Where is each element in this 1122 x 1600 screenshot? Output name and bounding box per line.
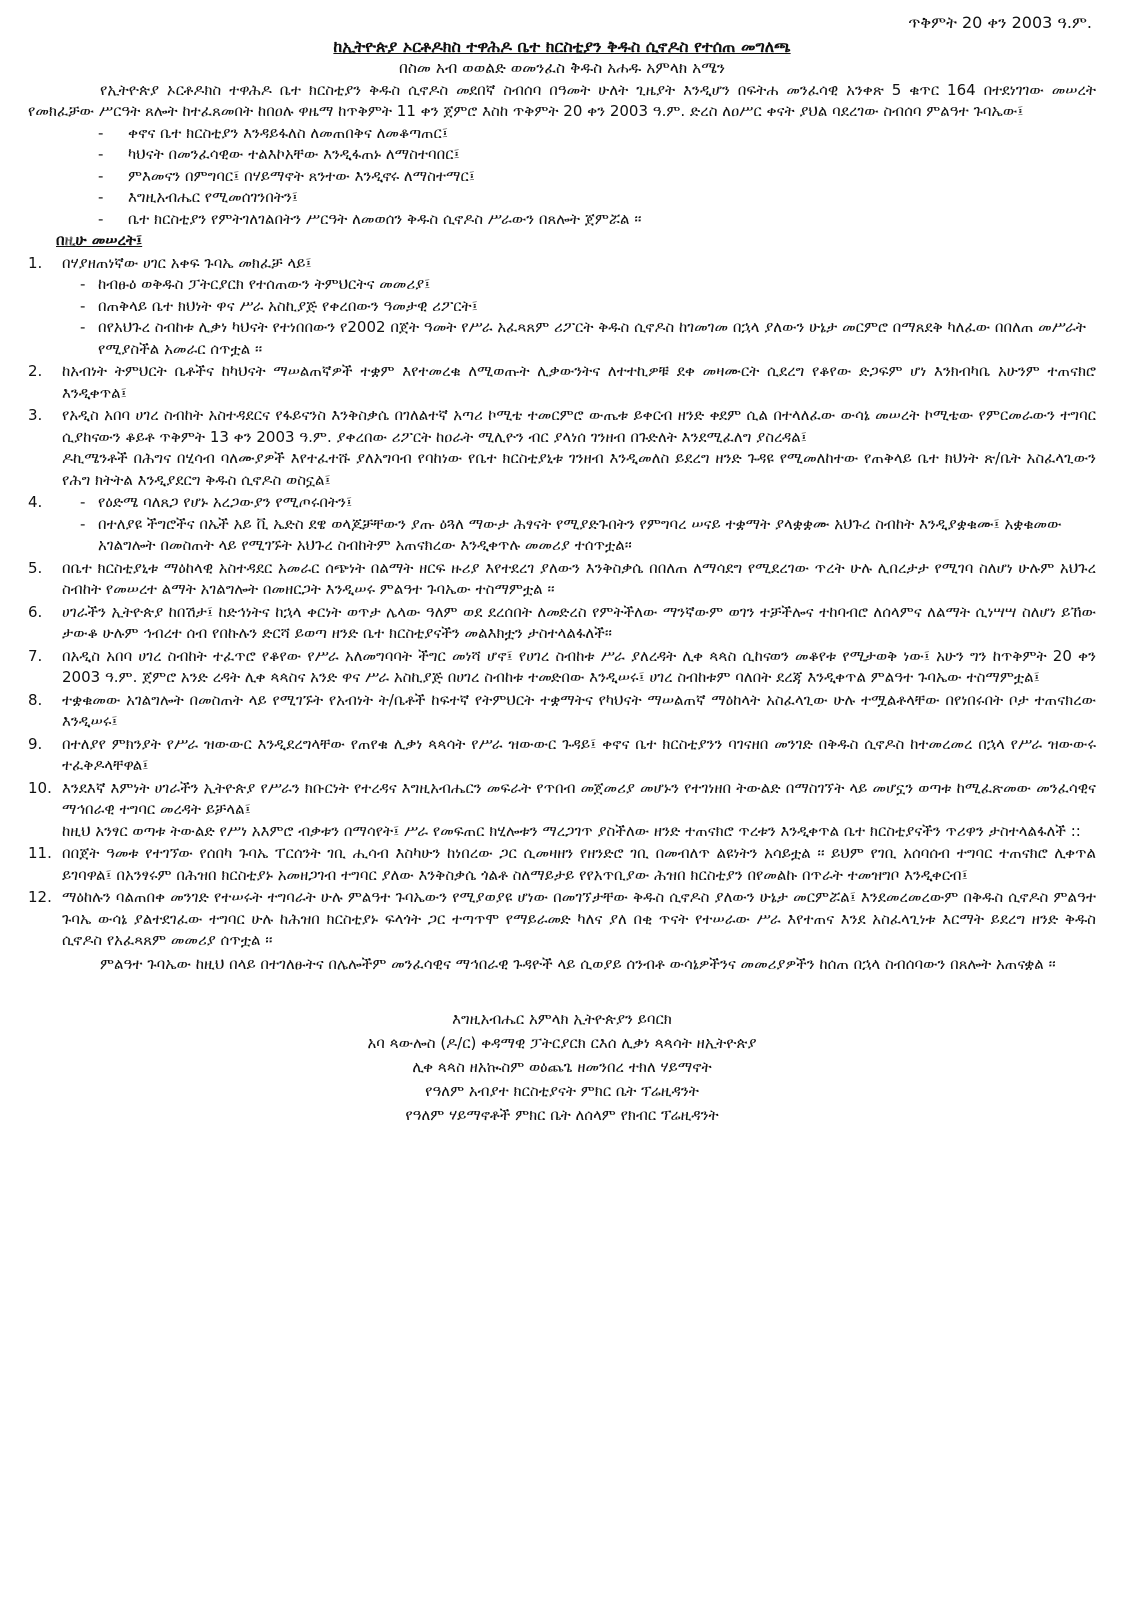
intro-bullet: - ቤተ ክርስቲያን የምትገለገልበትን ሥርዓት ለመወሰን ቅዱስ ሲኖዶስ ሥራውን በጸሎት ጀምሯል ፡፡ bbox=[98, 209, 1096, 231]
signature-line: የዓለም ሃይማኖቶች ምክር ቤት ለሰላም የክብር ፕሬዚዳንት bbox=[405, 1106, 719, 1124]
document-date: ጥቅምት 20 ቀን 2003 ዓ.ም. bbox=[908, 13, 1092, 32]
signature-line: እግዚአብሔር አምላክ ኢትዮጵያን ይባርክ bbox=[452, 1010, 672, 1028]
intro-paragraph: የኢትዮጵያ ኦርቶዶክስ ተዋሕዶ ቤተ ክርስቲያን ቅዱስ ሲኖዶስ መደበኛ ስብሰባ በዓመት ሁለት ጊዜያት እንዲሆን በፍትሐ መንፈሳዊ አንቀጽ 5 ቁጥር 164 በተደነገገው መሠረት የመክፈቻው ሥርዓት ጸሎት ከተፈጸመበት ከበዐሉ ዋዜማ ከጥቅምት 11 ቀን ጀምሮ እስከ ጥቅምት 20 ቀን 2003 ዓ.ም. ድረስ ለዐሥር ቀናት ያህል ባደረገው ስብሰባ ምልዓተ ጉባኤው፤ bbox=[28, 80, 1096, 120]
item-text: እንደእኛ እምነት ሀገራችን ኢትዮጵያ የሥራን ክቡርነት የተረዳና እግዚአብሔርን መፍራት የጥበብ መጀመሪያ መሆኑን የተገነዘበ ትውልድ በማስገኘት ላይ መሆኗን ወጣቱ ከሚፈጽመው መንፈሳዊና ማኅበራዊ ተግባር መረዳት ይቻላል፤ bbox=[62, 778, 1096, 818]
intro-bullet: - ምእመናን በምግባር፤ በሃይማኖት ጸንተው እንዲኖሩ ለማስተማር፤ bbox=[98, 166, 1096, 188]
section-subheading: በዚሁ መሠረት፤ bbox=[56, 231, 143, 249]
intro-bullet: - ቀኖና ቤተ ክርስቲያን እንዳይፋለስ ለመጠበቅና ለመቆጣጠር፤ bbox=[98, 123, 1096, 145]
item-sub-point: - በተለያዩ ችግሮችና በኤች አይ ቪ ኤድስ ደዌ ወላጆቻቸውን ያጡ ዕጓለ ማውታ ሕፃናት የሚያድጉበትን የምግባረ ሠናይ ተቋማት ያላቋቋሙ አህጉረ ስብከት እንዲያቋቁሙ፤ አቋቁመው አገልግሎት በመስጠት ላይ የሚገኙት አህጉረ ስብከትም አጠናክረው እንዲቀጥሉ መመሪያ ተሰጥቷል፡፡ bbox=[80, 514, 1096, 557]
item-sub-point: - በየአህጉረ ስብከቱ ሊቃነ ካህናት የተነበበውን የ2002 በጀት ዓመት የሥራ አፈጻጸም ሪፖርት ቅዱስ ሲኖዶስ ከገመገመ በኋላ ያለውን ሁኔታ መርምሮ በማጸደቅ ካለፈው በበለጠ መሥራት የሚያስችል አመራር ሰጥቷል ፡፡ bbox=[80, 317, 1096, 360]
item-text: ሀገራችን ኢትዮጵያ ከበሽታ፤ ከድኅነትና ከኋላ ቀርነት ወጥታ ሌላው ዓለም ወደ ደረሰበት ለመድረስ የምትችለው ማንኛውም ወገን ተቻችሎና ተከባብሮ ለሰላምና ለልማት ሲነሣሣ ስለሆነ ይኸው ታውቆ ሁሉም ኅብረተ ሰብ የበኩሉን ድርሻ ይወጣ ዘንድ ቤተ ክርስቲያናችን መልእክቷን ታስተላልፋለች፡፡ bbox=[62, 602, 1096, 642]
signature-block bbox=[28, 1007, 1096, 1127]
signature-line: የዓለም አብያተ ክርስቲያናት ምክር ቤት ፕሬዚዳንት bbox=[425, 1082, 699, 1100]
signature-line: ሊቀ ጳጳስ ዘአኲስም ወዕጨጌ ዘመንበረ ተክለ ሃይማኖት bbox=[412, 1058, 712, 1076]
item-number: 5. bbox=[28, 558, 43, 577]
item-number: 11. bbox=[28, 844, 52, 862]
resolution-list bbox=[28, 253, 1096, 952]
resolution-item bbox=[28, 558, 1096, 601]
resolution-item bbox=[28, 887, 1096, 952]
invocation: በስመ አብ ወወልድ ወመንፈስ ቅዱስ አሐዱ አምላክ አሜን bbox=[398, 59, 726, 77]
item-number: 7. bbox=[28, 646, 43, 665]
intro-bullet-list bbox=[28, 123, 1096, 231]
resolution-item bbox=[28, 492, 1096, 557]
resolution-item bbox=[28, 646, 1096, 689]
item-text: በበጀት ዓመቱ የተገኘው የሰበካ ጉባኤ ፐርሰንት ገቢ ሒሳብ እስካሁን ከነበረው ጋር ሲመዛዘን የዘንድሮ ገቢ በመብለጥ ልዩነትን አሳይቷል ፡፡ ይህም የገቢ አሰባሰብ ተግባር ተጠናክሮ ሊቀጥል ይገባዋል፤ በአንፃሩም በሕዝበ ክርስቲያኑ አመዘጋገብ ተግባር ያለው እንቅስቃሴ ጎልቶ ስለማይታይ የየአጥቢያው ሕዝበ ክርስቲያን በየመልኩ በጥራት ተመዝግቦ እንዲቀርብ፤ bbox=[62, 844, 1096, 884]
resolution-item bbox=[28, 253, 1096, 361]
resolution-item bbox=[28, 690, 1096, 733]
item-text: ተቋቁመው አገልግሎት በመስጠት ላይ የሚገኙት የአብነት ት/ቤቶች ከፍተኛ የትምህርት ተቋማትና የካህናት ማሠልጠኛ ማዕከላት አስፈላጊው ሁሉ ተሟልቶላቸው በየነበሩበት ቦታ ተጠናክረው እንዲሠሩ፤ bbox=[62, 690, 1096, 730]
signature-line: አባ ጳውሎስ (ዶ/ር) ቀዳማዊ ፓትርያርክ ርእሰ ሊቃነ ጳጳሳት ዘኢትዮጵያ bbox=[367, 1034, 757, 1052]
item-number: 2. bbox=[28, 362, 43, 380]
resolution-item bbox=[28, 843, 1096, 886]
item-sub-point: - በጠቅላይ ቤተ ክህነት ዋና ሥራ አስኪያጅ የቀረበውን ዓመታዊ ሪፖርት፤ bbox=[80, 296, 1096, 318]
item-text: በተለያየ ምክንያት የሥራ ዝውውር እንዲደረግላቸው የጠየቁ ሊቃነ ጳጳሳት የሥራ ዝውውር ጉዳይ፤ ቀኖና ቤተ ክርስቲያንን ባገናዘበ መንገድ በቅዱስ ሲኖዶስ ከተመረመረ በኋላ የሥራ ዝውውሩ ተፈቅዶላቸዋል፤ bbox=[62, 734, 1096, 774]
closing-paragraph: ምልዓተ ጉባኤው ከዚህ በላይ በተገለፁትና በሌሎችም መንፈሳዊና ማኅበራዊ ጉዳዮች ላይ ሲወያይ ሰንብቶ ውሳኔዎችንና መመሪያዎችን ከሰጠ በኋላ ስብሰባውን በጸሎት አጠናቋል ፡፡ bbox=[100, 954, 1056, 973]
item-number: 10. bbox=[28, 778, 52, 797]
item-number: 1. bbox=[28, 253, 43, 272]
item-number: 6. bbox=[28, 602, 43, 621]
item-extra-paragraph: ከዚህ አንፃር ወጣቱ ትውልድ የሥነ አእምሮ ብቃቱን በማሳየት፤ ሥራ የመፍጠር ክሂሎቱን ማረጋገጥ ያስችለው ዘንድ ተጠናክሮ ጥረቱን እንዲቀጥል ቤተ ክርስቲያናችን ጥሪዋን ታስተላልፋለች :: bbox=[62, 821, 1081, 840]
item-text: ከአብነት ትምህርት ቤቶችና ከካህናት ማሠልጠኛዎች ተቋም እየተመረቁ ለሚወጡት ሊቃውንትና ለተተኪዎቹ ደቀ መዛሙርት ሲደረግ የቆየው ድጋፍም ሆነ እንክብካቤ አሁንም ተጠናክሮ እንዲቀጥል፤ bbox=[62, 362, 1096, 402]
resolution-item bbox=[28, 361, 1096, 404]
item-number: 12. bbox=[28, 888, 52, 906]
item-text: በአዲስ አበባ ሀገረ ስብከት ተፈጥሮ የቆየው የሥራ አለመግባባት ችግር መነሻ ሆኖ፤ የሀገረ ስብከቱ ሥራ ያለረዳት ሊቀ ጳጳስ ሲከናወን መቆየቱ የሚታወቅ ነው፤ አሁን ግን ከጥቅምት 20 ቀን 2003 ዓ.ም. ጀምሮ አንድ ረዳት ሊቀ ጳጳስና አንድ ዋና ሥራ አስኪያጅ በሀገረ ስብከቱ ተመድበው እንዲሠሩ፤ ሀገረ ስብከቱም ባለበት ደረጃ እንዲቀጥል ምልዓተ ጉባኤው ተስማምቷል፤ bbox=[62, 646, 1096, 686]
item-number: 3. bbox=[28, 406, 43, 424]
document-title: ከኢትዮጵያ ኦርቶዶክስ ተዋሕዶ ቤተ ክርስቲያን ቅዱስ ሲኖዶስ የተሰጠ መግለጫ bbox=[333, 36, 791, 56]
item-number: 9. bbox=[28, 734, 43, 753]
resolution-item bbox=[28, 778, 1096, 843]
item-extra-paragraph: ዶኪሜንቶች በሕግና በሂሳብ ባለሙያዎች እየተፈተሹ ያለአግባብ የባከነው የቤተ ክርስቲያኒቱ ገንዘብ እንዲመለስ ይደረግ ዘንድ ጉዳዩ የሚመለከተው የጠቅላይ ቤተ ክህነት ጽ/ቤት አስፈላጊውን የሕግ ክትትል እንዲያደርግ ቅዱስ ሲኖዶስ ወስኗል፤ bbox=[62, 449, 1096, 489]
item-sub-list bbox=[62, 274, 1096, 360]
item-sub-point: - ከብፁዕ ወቅዱስ ፓትርያርክ የተሰጠውን ትምህርትና መመሪያ፤ bbox=[80, 274, 1096, 296]
intro-bullet: - ካህናት በመንፈሳዊው ተልእኮአቸው እንዲፋጠኑ ለማስተባበር፤ bbox=[98, 144, 1096, 166]
item-text: ማዕከሉን ባልጠበቀ መንገድ የተሠሩት ተግባራት ሁሉ ምልዓተ ጉባኤውን የሚያወያዩ ሆነው በመገኘታቸው ቅዱስ ሲኖዶስ ያለውን ሁኔታ መርምሯል፤ እንደመረመረውም በቅዱስ ሲኖዶስ ምልዓተ ጉባኤ ውሳኔ ያልተደገፈው ተግባር ሁሉ ከሕዝበ ክርስቲያኑ ፍላጎት ጋር ተጣጥሞ የማይራመድ ካለና ያለ በቂ ጥናት የተሠራው ሥራ እየተጠና እንደ አስፈላጊነቱ እርማት ይደረግ ዘንድ ቅዱስ ሲኖዶስ የአፈጻጸም መመሪያ ሰጥቷል ፡፡ bbox=[62, 888, 1096, 949]
intro-bullet: - እግዚአብሔር የሚመሰገንበትን፤ bbox=[98, 187, 1096, 209]
item-number: 8. bbox=[28, 690, 43, 709]
resolution-item bbox=[28, 602, 1096, 645]
resolution-item bbox=[28, 405, 1096, 491]
item-text: በሃያዘጠነኛው ሀገር አቀፍ ጉባኤ መክፈቻ ላይ፤ bbox=[62, 253, 312, 272]
resolution-item bbox=[28, 734, 1096, 777]
item-sub-point: - የዕድሜ ባለጸጋ የሆኑ አረጋውያን የሚጦሩበትን፤ bbox=[80, 492, 1096, 514]
item-sub-list bbox=[62, 492, 1096, 557]
item-text: በቤተ ክርስቲያኒቱ ማዕከላዊ አስተዳደር አመራር ሰጭነት በልማት ዘርፍ ዙሪያ እየተደረገ ያለውን እንቅስቃሴ በበለጠ ለማሳደግ የሚደረገው ጥረት ሁሉ ሊበረታታ የሚገባ ስለሆነ ሁሉም አህጉረ ስብከት የመሠረተ ልማት አገልግሎት በመዘርጋት እንዲሠሩ ምልዓተ ጉባኤው ተስማምቷል ፡፡ bbox=[62, 558, 1096, 598]
item-text: የአዲስ አበባ ሀገረ ስብከት አስተዳደርና የፋይናንስ እንቅስቃሴ በገለልተኛ አጣሪ ኮሚቴ ተመርምሮ ውጤቱ ይቀርብ ዘንድ ቀደም ሲል በተላለፈው ውሳኔ መሠረት ኮሚቴው የምርመራውን ተግባር ሲያከናውን ቆይቶ ጥቅምት 13 ቀን 2003 ዓ.ም. ያቀረበው ሪፖርት ከዐራት ሚሊዮን ብር ያላነሰ ገንዘብ በጉድለት እንደሚፈለግ ያስረዳል፤ bbox=[62, 406, 1096, 446]
item-number: 4. bbox=[28, 493, 43, 511]
